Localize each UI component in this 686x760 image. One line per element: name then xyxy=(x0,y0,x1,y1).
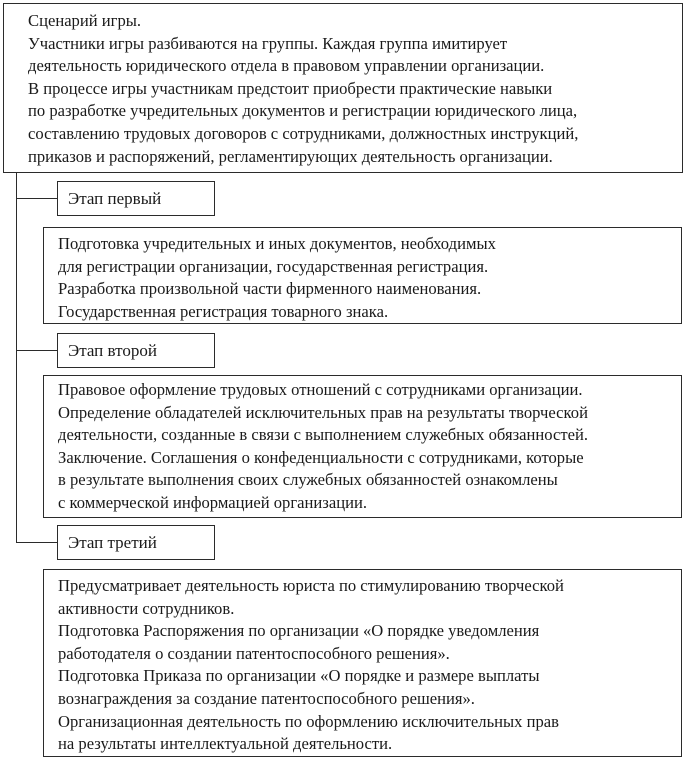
stage-3-line: Подготовка Распоряжения по организации «О порядке уведомления xyxy=(58,621,540,641)
stage-2-line: с коммерческой информацией организации. xyxy=(58,492,367,512)
connector-stage-3 xyxy=(16,542,58,543)
scenario-line: приказов и распоряжений, регламентирующих деятельность организации. xyxy=(28,146,553,166)
scenario-line: по разработке учредительных документов и регистрации юридического лица, xyxy=(28,101,578,121)
connector-stage-1 xyxy=(16,198,58,199)
connector-stage-2 xyxy=(16,350,58,351)
scenario-box xyxy=(3,3,683,173)
stage-3-line: Подготовка Приказа по организации «О порядке и размере выплаты xyxy=(58,666,540,686)
stage-2-line: Правовое оформление трудовых отношений с сотрудниками организации. xyxy=(58,380,583,399)
stage-1-label xyxy=(57,181,215,216)
stage-2-line: Заключение. Соглашения о конфеденциальности с сотрудниками, которые xyxy=(58,447,584,467)
stage-2-label xyxy=(57,333,215,368)
stage-1-title: Этап первый xyxy=(68,188,162,208)
stage-3-line: Предусматривает деятельность юриста по стимулированию творческой xyxy=(58,576,564,595)
stage-1-line: Подготовка учредительных и иных документов, необходимых xyxy=(58,234,496,253)
stage-1-line: для регистрации организации, государственная регистрация. xyxy=(58,256,489,276)
stage-2-line: деятельности, созданные в связи с выполнением служебных обязанностей. xyxy=(58,425,588,445)
stage-3-line: работодателя о создании патентоспособного решения». xyxy=(58,643,450,663)
stage-3-title: Этап третий xyxy=(68,532,157,552)
scenario-line: Участники игры разбиваются на группы. Каждая группа имитирует xyxy=(28,33,508,53)
stage-3-label xyxy=(57,525,215,560)
stage-3-line: вознаграждения за создание патентоспособного решения». xyxy=(58,688,475,708)
stage-2-title: Этап второй xyxy=(68,340,157,360)
stage-2-line: в результате выполнения своих служебных обязанностей ознакомлены xyxy=(58,470,558,490)
stage-2-line: Определение обладателей исключительных прав на результаты творческой xyxy=(58,402,588,422)
stage-3-content xyxy=(43,569,682,757)
stage-1-line: Разработка произвольной части фирменного наименования. xyxy=(58,279,482,299)
connector-trunk xyxy=(16,172,17,543)
stage-1-line: Государственная регистрация товарного знака. xyxy=(58,301,389,321)
stage-3-line: Организационная деятельность по оформлению исключительных прав xyxy=(58,711,559,731)
scenario-line: Сценарий игры. xyxy=(28,11,142,30)
stage-2-content xyxy=(43,375,682,518)
stage-3-line: на результаты интеллектуальной деятельности. xyxy=(58,734,393,754)
scenario-line: составлению трудовых договоров с сотрудниками, должностных инструкций, xyxy=(28,123,579,143)
stage-3-line: активности сотрудников. xyxy=(58,598,235,618)
scenario-line: деятельность юридического отдела в правовом управлении организации. xyxy=(28,56,545,76)
scenario-line: В процессе игры участникам предстоит приобрести практические навыки xyxy=(28,78,553,98)
stage-1-content xyxy=(43,227,682,324)
